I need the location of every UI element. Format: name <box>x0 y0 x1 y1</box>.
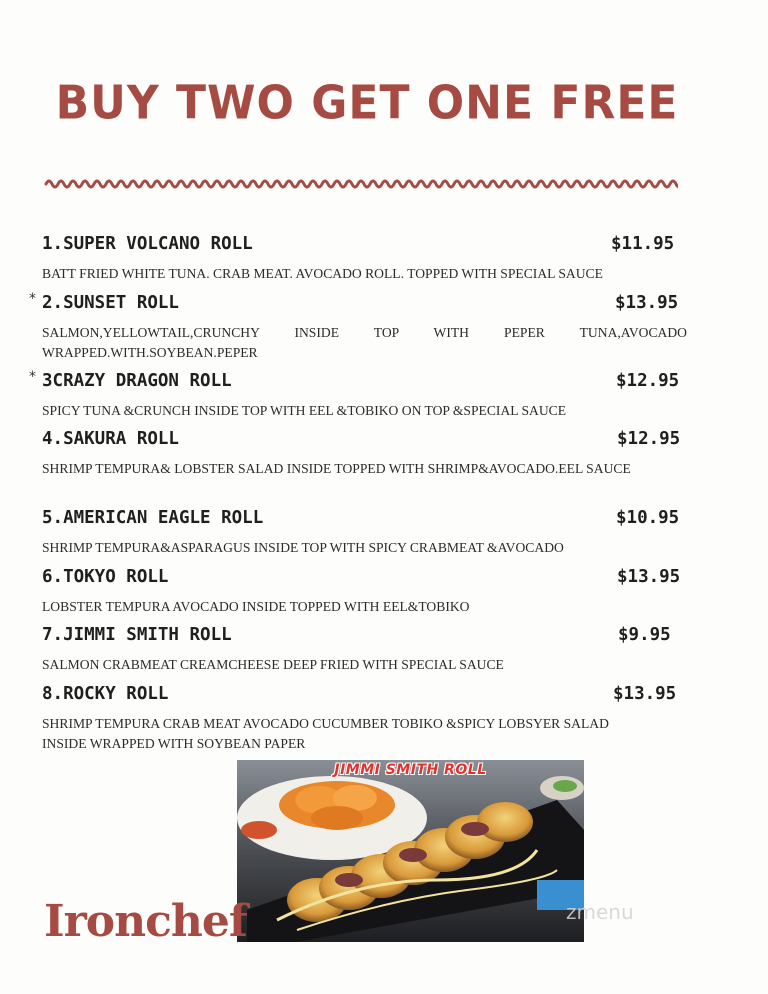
item-name: 8.ROCKY ROLL <box>42 684 169 704</box>
item-description: SALMON CRABMEAT CREAMCHEESE DEEP FRIED WITH SPECIAL SAUCE <box>42 657 504 672</box>
item-price: $13.95 <box>617 567 681 587</box>
item-price: $13.95 <box>615 293 679 313</box>
item-price: $12.95 <box>617 429 681 449</box>
star-mark: * <box>29 291 36 307</box>
promo-headline: BUY TWO GET ONE FREE <box>55 76 679 131</box>
wave-divider <box>44 176 678 192</box>
item-description: SHRIMP TEMPURA&ASPARAGUS INSIDE TOP WITH SPICY CRABMEAT &AVOCADO <box>42 540 564 555</box>
item-price: $10.95 <box>616 508 680 528</box>
item-description: LOBSTER TEMPURA AVOCADO INSIDE TOPPED WITH EEL&TOBIKO <box>42 599 470 614</box>
item-description: SHRIMP TEMPURA CRAB MEAT AVOCADO CUCUMBER TOBIKO &SPICY LOBSYER SALAD INSIDE WRAPPED WITH SOYBEAN PAPER <box>42 716 609 751</box>
item-name: 1.SUPER VOLCANO ROLL <box>42 234 253 254</box>
item-name: 7.JIMMI SMITH ROLL <box>42 625 232 645</box>
item-name: 5.AMERICAN EAGLE ROLL <box>42 508 264 528</box>
item-name: 3CRAZY DRAGON ROLL <box>42 371 232 391</box>
sushi-roll-illustration <box>237 760 584 942</box>
item-description: BATT FRIED WHITE TUNA. CRAB MEAT. AVOCADO ROLL. TOPPED WITH SPECIAL SAUCE <box>42 266 603 281</box>
sushi-photo <box>237 760 584 942</box>
item-price: $13.95 <box>613 684 677 704</box>
brand-logo: Ironchef <box>44 896 247 947</box>
watermark: zmenu <box>566 900 634 924</box>
item-name: 2.SUNSET ROLL <box>42 293 179 313</box>
item-price: $12.95 <box>616 371 680 391</box>
item-name: 4.SAKURA ROLL <box>42 429 179 449</box>
item-description: SALMON,YELLOWTAIL,CRUNCHY INSIDE TOP WITH PEPER TUNA,AVOCADO WRAPPED.WITH.SOYBEAN.PEPER <box>42 325 687 360</box>
item-description: SHRIMP TEMPURA& LOBSTER SALAD INSIDE TOPPED WITH SHRIMP&AVOCADO.EEL SAUCE <box>42 461 631 476</box>
item-name: 6.TOKYO ROLL <box>42 567 169 587</box>
star-mark: * <box>29 369 36 385</box>
photo-caption: JIMMI SMITH ROLL <box>334 762 487 778</box>
item-price: $9.95 <box>618 625 671 645</box>
item-price: $11.95 <box>611 234 675 254</box>
item-description: SPICY TUNA &CRUNCH INSIDE TOP WITH EEL &TOBIKO ON TOP &SPECIAL SAUCE <box>42 403 567 418</box>
